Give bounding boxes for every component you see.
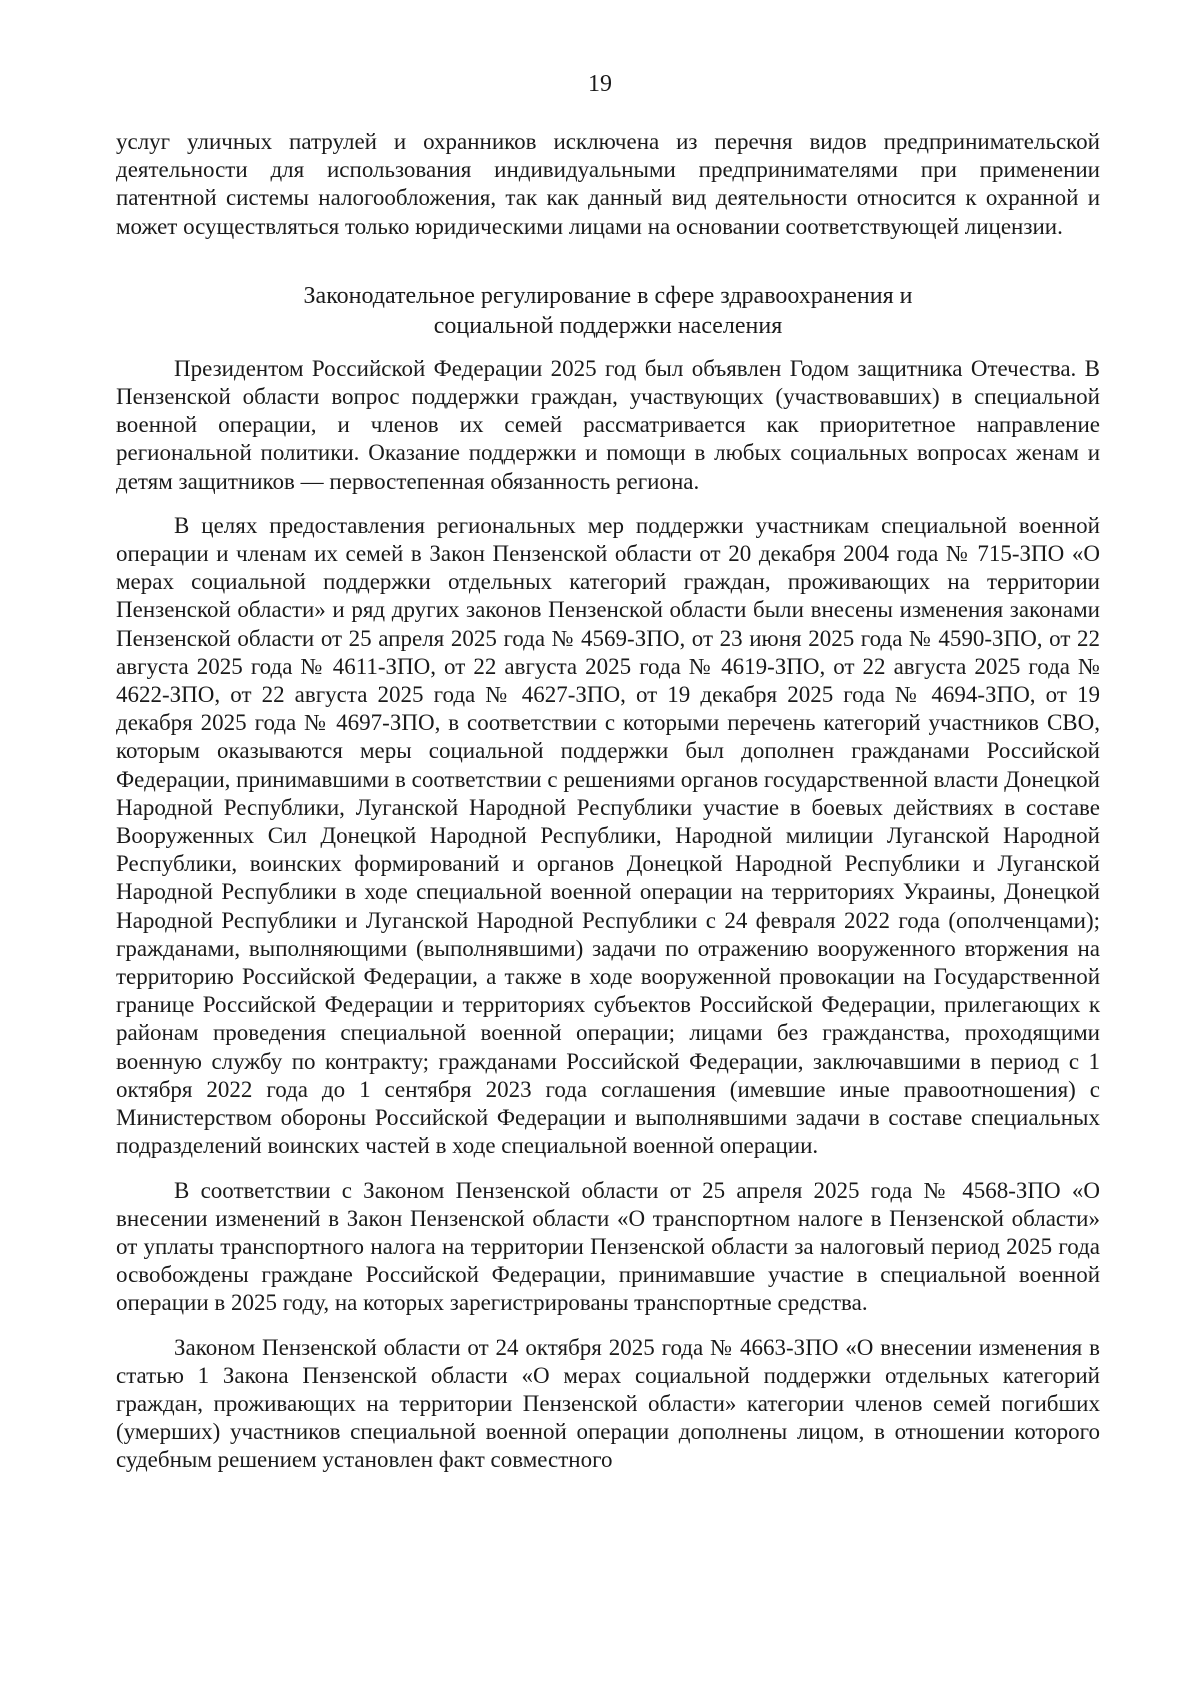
paragraph-transport-tax: В соответствии с Законом Пензенской области от 25 апреля 2025 года № 4568-ЗПО «О внесении изменений в Закон Пензенской области «О транспортном налоге в Пензенской области» от уплаты транспортного налога на территории Пензенской области за налоговый период 2025 года освобождены граждане Российской Федерации, принимавшие участие в специальной военной операции в 2025 году, на которых зарегистрированы транспортные средства.	[116, 1177, 1100, 1316]
paragraph-family-members: Законом Пензенской области от 24 октября 2025 года № 4663-ЗПО «О внесении изменения в статью 1 Закона Пензенской области «О мерах социальной поддержки отдельных категорий граждан, проживающих на территории Пензенской области» категории членов семей погибших (умерших) участников специальной военной операции дополнены лицом, в отношении которого судебным решением установлен факт совместного	[116, 1334, 1100, 1473]
section-heading-line-1: Законодательное регулирование в сфере здравоохранения и	[303, 282, 913, 309]
section-heading	[116, 281, 1100, 341]
intro-paragraph: услуг уличных патрулей и охранников исключена из перечня видов предпринимательской деятельности для использования индивидуальными предпринимателями при применении патентной системы налогообложения, так как данный вид деятельности относится к охранной и может осуществляться только юридическими лицами на основании соответствующей лицензии.	[116, 129, 1100, 239]
page-content	[116, 128, 1100, 1492]
page-number: 19	[588, 71, 612, 97]
paragraph-support-measures: В целях предоставления региональных мер поддержки участникам специальной военной операции и членам их семей в Закон Пензенской области от 20 декабря 2004 года № 715-ЗПО «О мерах социальной поддержки отдельных категорий граждан, проживающих на территории Пензенской области» и ряд других законов Пензенской области были внесены изменения законами Пензенской области от 25 апреля 2025 года № 4569-ЗПО, от 23 июня 2025 года № 4590-ЗПО, от 22 августа 2025 года № 4611-ЗПО, от 22 августа 2025 года № 4619-ЗПО, от 22 августа 2025 года № 4622-ЗПО, от 22 августа 2025 года № 4627-ЗПО, от 19 декабря 2025 года № 4694-ЗПО, от 19 декабря 2025 года № 4697-ЗПО, в соответствии с которыми перечень категорий участников СВО, которым оказываются меры социальной поддержки был дополнен гражданами Российской Федерации, принимавшими в соответствии с решениями органов государственной власти Донецкой Народной Республики, Луганской Народной Республики участие в боевых действиях в составе Вооруженных Сил Донецкой Народной Республики, Народной милиции Луганской Народной Республики, воинских формирований и органов Донецкой Народной Республики и Луганской Народной Республики в ходе специальной военной операции на территориях Украины, Донецкой Народной Республики и Луганской Народной Республики с 24 февраля 2022 года (ополченцами); гражданами, выполняющими (выполнявшими) задачи по отражению вооруженного вторжения на территорию Российской Федерации, а также в ходе вооруженной провокации на Государственной границе Российской Федерации и территориях субъектов Российской Федерации, прилегающих к районам проведения специальной военной операции; лицами без гражданства, проходящими военную службу по контракту; гражданами Российской Федерации, заключавшими в период с 1 октября 2022 года до 1 сентября 2023 года соглашения (имевшие иные правоотношения) с Министерством обороны Российской Федерации и выполнявшими задачи в составе специальных подразделений воинских частей в ходе специальной военной операции.	[116, 512, 1100, 1159]
paragraph-year-of-defender: Президентом Российской Федерации 2025 год был объявлен Годом защитника Отечества. В Пензенской области вопрос поддержки граждан, участвующих (участвовавших) в специальной военной операции, и членов их семей рассматривается как приоритетное направление региональной политики. Оказание поддержки и помощи в любых социальных вопросах женам и детям защитников — первостепенная обязанность региона.	[116, 355, 1100, 494]
section-heading-line-2: социальной поддержки населения	[433, 312, 783, 339]
